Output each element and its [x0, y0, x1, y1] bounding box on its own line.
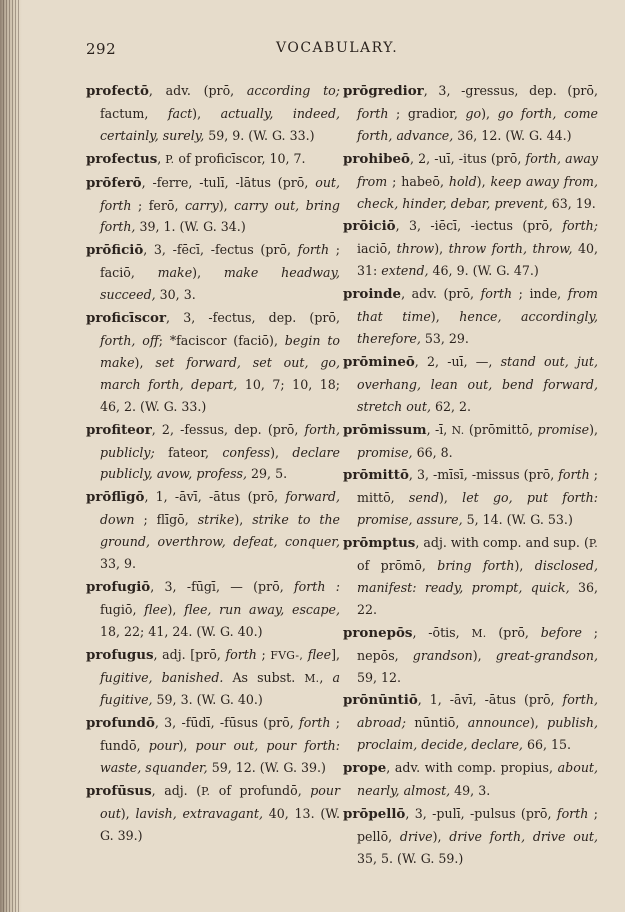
entry-text: 39, 1. (W. G. 34.): [135, 219, 246, 235]
entry-text: 18, 22; 41, 24. (W. G. 40.): [100, 623, 263, 639]
entry-definition: forth: [297, 242, 330, 258]
entry-text: , adv. with comp. propius,: [386, 760, 558, 776]
entry-headword: proinde: [343, 286, 402, 303]
entry-abbreviation: P.: [201, 785, 211, 799]
dictionary-entry: [343, 757, 598, 802]
entry-definition: extend,: [381, 263, 429, 279]
entry-definition: stand out, jut, overhang, lean out, bend forward, stretch out,: [357, 353, 598, 414]
dictionary-entry: [343, 215, 598, 282]
entry-text: ; nepōs,: [357, 624, 599, 663]
entry-headword: prōnūntiō: [343, 692, 418, 709]
dictionary-entry: [86, 239, 340, 306]
entry-definition: throw forth, throw,: [448, 241, 573, 257]
entry-definition: flee: [307, 646, 332, 662]
entry-abbreviation: N.: [451, 423, 465, 437]
entry-text: 59, 3. (W. G. 40.): [152, 692, 263, 708]
entry-text: , -ferre, -tulī, -lātus (prō,: [141, 174, 316, 190]
entry-definition: great-grandson,: [495, 647, 598, 663]
left-column: [86, 80, 340, 848]
entry-headword: prōiciō: [343, 218, 396, 235]
entry-text: ; mittō,: [357, 467, 599, 506]
dictionary-entry: [86, 419, 340, 486]
entry-text: ),: [270, 444, 293, 460]
entry-definition: pour out, pour forth: waste, squander,: [100, 738, 340, 776]
entry-text: iaciō,: [357, 241, 397, 257]
entry-definition: drive: [399, 828, 433, 844]
entry-text: ),: [430, 309, 460, 325]
entry-text: , 3, -pulī, -pulsus (prō,: [405, 806, 557, 821]
entry-text: ),: [134, 354, 156, 370]
entry-text: of proficīscor, 10, 7.: [174, 150, 306, 166]
entry-text: (prō,: [486, 624, 541, 640]
entry-text: ),: [589, 421, 598, 437]
entry-text: , 1, -āvī, -ātus (prō,: [144, 489, 286, 505]
entry-text: ,: [157, 150, 166, 166]
entry-headword: pronepōs: [343, 624, 413, 641]
entry-headword: profūsus: [86, 783, 152, 800]
entry-definition: fugitive, banished.: [100, 669, 224, 685]
entry-text: ),: [120, 806, 136, 821]
entry-headword: profundō: [86, 715, 155, 732]
entry-text: , adv. (prō,: [148, 83, 247, 98]
entry-text: , 3, -fectus, dep. (prō,: [166, 310, 340, 326]
dictionary-entry: [86, 486, 340, 575]
entry-definition: hold: [448, 173, 477, 189]
entry-abbreviation: FVG-,: [270, 648, 304, 662]
entry-text: 10, 7; 10, 18; 46, 2. (W. G. 33.): [100, 376, 341, 414]
entry-definition: throw: [396, 241, 435, 257]
entry-text: 46, 9. (W. G. 47.): [428, 263, 539, 279]
entry-definition: from that time: [357, 286, 598, 325]
entry-definition: go forth, come forth, advance,: [357, 105, 599, 143]
entry-text: , 3, -fēcī, -fectus (prō,: [143, 242, 298, 258]
entry-text: fateor,: [154, 444, 223, 460]
page-edges: [3, 0, 19, 912]
entry-definition: forth: [556, 806, 589, 821]
entry-definition: actually, indeed, certainly, surely,: [100, 105, 341, 143]
entry-headword: prōmineō: [343, 353, 415, 370]
entry-text: ,: [319, 669, 333, 685]
entry-text: ),: [472, 647, 496, 663]
entry-definition: hence, accordingly, therefore,: [357, 309, 599, 346]
dictionary-entry: [86, 172, 340, 239]
entry-headword: profugus: [86, 646, 154, 663]
entry-text: 49, 3.: [450, 783, 491, 799]
entry-definition: publish, proclaim, decide, declare,: [357, 715, 599, 753]
entry-definition: forth: [357, 105, 389, 121]
entry-text: ; fundō,: [100, 715, 340, 754]
right-column: [343, 80, 598, 871]
entry-text: , adv. (prō,: [401, 286, 481, 302]
dictionary-entry: [86, 712, 340, 779]
entry-headword: prōmittō: [343, 467, 409, 484]
entry-definition: make headway, succeed,: [100, 265, 341, 303]
entry-text: factum,: [100, 105, 168, 121]
entry-text: ; habeō,: [387, 173, 449, 189]
entry-text: 5, 14. (W. G. 53.): [462, 512, 573, 528]
entry-definition: strike to the ground, overthrow, defeat, conquer,: [100, 512, 341, 550]
entry-abbreviation: M.: [304, 671, 320, 685]
entry-headword: prōficiō: [86, 242, 144, 259]
entry-text: 59, 12. (W. G. 39.): [207, 760, 326, 776]
dictionary-entry: [343, 80, 598, 147]
entry-headword: profectō: [86, 83, 149, 99]
dictionary-entry: [343, 622, 598, 689]
entry-text: ),: [234, 512, 253, 528]
entry-text: ; flīgō,: [134, 512, 198, 528]
entry-abbreviation: P.: [165, 152, 175, 166]
entry-text: , 2, -uī, -itus (prō,: [410, 150, 526, 166]
entry-text: 62, 2.: [430, 398, 472, 414]
entry-definition: forth: [225, 646, 257, 662]
entry-text: , 2, -fessus, dep. (prō,: [151, 421, 305, 437]
entry-definition: fact: [167, 105, 193, 121]
entry-definition: disclosed, manifest: ready, prompt, quick,: [357, 558, 598, 595]
entry-text: 53, 29.: [420, 330, 469, 346]
entry-text: 66, 8.: [412, 444, 453, 460]
entry-definition: set forward, set out, go, march forth, depart,: [100, 354, 340, 392]
entry-definition: out, forth: [100, 174, 340, 213]
running-head: VOCABULARY.: [276, 40, 399, 56]
entry-text: ),: [167, 601, 185, 617]
dictionary-entry: [86, 644, 340, 712]
entry-text: ; ferō,: [131, 197, 185, 213]
entry-text: ; inde,: [512, 286, 568, 302]
entry-text: 66, 15.: [522, 737, 572, 753]
dictionary-entry: [86, 148, 340, 171]
page-header: [86, 40, 406, 62]
entry-definition: before: [540, 624, 582, 640]
entry-definition: flee: [144, 601, 168, 617]
dictionary-entry: [343, 532, 598, 621]
entry-text: 59, 12.: [357, 669, 402, 685]
dictionary-entry: [343, 689, 598, 756]
entry-definition: carry out, bring forth,: [100, 197, 340, 235]
entry-headword: prōmissum: [343, 421, 427, 438]
entry-headword: prohibeō: [343, 150, 410, 167]
entry-definition: announce: [467, 715, 530, 731]
entry-text: ),: [529, 715, 548, 731]
entry-abbreviation: M.: [471, 626, 487, 640]
entry-text: , 2, -uī, —,: [414, 353, 501, 369]
entry-definition: bring forth: [437, 558, 515, 574]
entry-text: ),: [439, 490, 463, 506]
entry-text: ),: [192, 105, 221, 121]
entry-text: , 3, -fūgī, — (prō,: [150, 578, 295, 594]
entry-text: 40, 31:: [357, 241, 598, 279]
entry-headword: prōflīgō: [86, 489, 145, 506]
entry-text: ; *faciscor (faciō),: [158, 332, 285, 348]
entry-text: 33, 9.: [100, 556, 137, 572]
dictionary-entry: [343, 148, 598, 215]
entry-headword: profugiō: [86, 578, 151, 595]
dictionary-entry: [86, 307, 340, 418]
entry-text: ),: [434, 241, 449, 257]
entry-text: , 3, -fūdī, -fūsus (prō,: [154, 715, 300, 731]
dictionary-entry: [343, 803, 598, 870]
entry-text: 36, 22.: [357, 579, 598, 617]
entry-text: ;: [256, 646, 271, 662]
entry-headword: prōferō: [86, 174, 142, 191]
entry-text: (prōmittō,: [464, 421, 538, 437]
dictionary-entry: [343, 419, 598, 464]
entry-definition: about, nearly, almost,: [357, 760, 598, 799]
entry-definition: forth: [299, 715, 331, 731]
entry-text: ),: [178, 738, 196, 754]
entry-text: , 3, -mīsī, -missus (prō,: [408, 467, 559, 483]
entry-definition: forth, abroad;: [357, 692, 598, 731]
entry-definition: according to;: [246, 83, 340, 98]
entry-definition: forth;: [562, 218, 598, 234]
entry-text: 63, 19.: [547, 195, 596, 211]
dictionary-entry: [343, 464, 598, 531]
entry-text: ),: [514, 558, 535, 574]
entry-definition: go: [465, 105, 482, 121]
entry-definition: flee, run away, escape,: [184, 601, 340, 617]
entry-definition: pour: [148, 738, 179, 754]
entry-text: , adj. with comp. and sup. (: [415, 535, 589, 551]
entry-definition: promise: [537, 421, 590, 437]
entry-definition: pour out: [100, 783, 340, 821]
entry-definition: forth :: [294, 578, 340, 594]
entry-text: ; faciō,: [100, 242, 340, 281]
entry-headword: prōgredior: [343, 83, 424, 99]
entry-text: , -ōtis,: [412, 624, 472, 640]
entry-text: , 3, -gressus, dep. (prō,: [423, 83, 598, 98]
dictionary-entry: [86, 576, 340, 643]
entry-definition: make: [157, 265, 193, 281]
entry-definition: forward, down: [100, 489, 340, 528]
entry-headword: proficīscor: [86, 310, 167, 327]
entry-text: 29, 5.: [247, 466, 288, 482]
entry-headword: profectus: [86, 150, 158, 167]
entry-text: fugiō,: [100, 601, 145, 617]
dictionary-entry: [86, 80, 340, 147]
entry-headword: profiteor: [86, 421, 152, 438]
entry-text: , adj. (: [151, 783, 202, 799]
entry-definition: forth, off: [100, 332, 159, 348]
entry-definition: keep away from, check, hinder, debar, prevent,: [357, 173, 598, 211]
entry-abbreviation: P.: [588, 537, 598, 551]
entry-definition: a fugitive,: [100, 669, 340, 708]
entry-text: ),: [218, 197, 235, 213]
entry-text: ],: [331, 646, 340, 662]
entry-text: , 1, -āvī, -ātus (prō,: [417, 692, 563, 708]
entry-definition: send: [408, 490, 440, 506]
entry-definition: declare publicly, avow, profess,: [100, 444, 340, 482]
entry-text: ),: [476, 173, 491, 189]
entry-text: of profundō,: [210, 783, 311, 799]
entry-definition: forth, publicly;: [100, 421, 340, 460]
entry-definition: begin to make: [100, 332, 340, 370]
entry-text: 35, 5. (W. G. 59.): [357, 850, 464, 866]
entry-text: nūntiō,: [406, 715, 468, 731]
entry-text: ),: [481, 105, 498, 121]
entry-definition: forth, away from: [357, 150, 599, 189]
entry-text: 40, 13. (W. G. 39.): [100, 806, 340, 843]
entry-definition: drive forth, drive out,: [449, 828, 598, 844]
entry-definition: let go, put forth: promise, assure,: [357, 490, 598, 528]
dictionary-entry: [343, 283, 598, 350]
entry-text: 36, 12. (W. G. 44.): [453, 127, 572, 143]
entry-text: , adj. [prō,: [153, 646, 226, 662]
entry-text: As subst.: [223, 669, 305, 685]
entry-definition: carry: [185, 197, 219, 213]
entry-headword: prōpellō: [343, 806, 406, 822]
entry-text: ; gradior,: [388, 105, 466, 121]
entry-definition: forth: [558, 467, 590, 483]
entry-definition: lavish, extravagant,: [135, 806, 263, 821]
entry-text: , -ī,: [426, 421, 452, 437]
entry-definition: strike: [197, 512, 235, 528]
entry-text: of prōmō,: [357, 558, 438, 574]
entry-text: ; pellō,: [357, 806, 598, 844]
entry-definition: promise,: [357, 444, 413, 460]
entry-text: ),: [192, 265, 224, 281]
entry-text: 30, 3.: [155, 287, 196, 303]
page-number: 292: [86, 40, 117, 58]
entry-headword: prope: [343, 760, 387, 777]
entry-text: 59, 9. (W. G. 33.): [204, 127, 315, 143]
entry-definition: forth: [480, 286, 513, 302]
entry-text: , 3, -iēcī, -iectus (prō,: [395, 218, 563, 234]
entry-headword: prōmptus: [343, 535, 416, 552]
entry-definition: grandson: [412, 647, 473, 663]
dictionary-entry: [86, 780, 340, 847]
entry-definition: confess: [222, 444, 271, 460]
dictionary-entry: [343, 351, 598, 418]
entry-text: ),: [432, 828, 450, 844]
